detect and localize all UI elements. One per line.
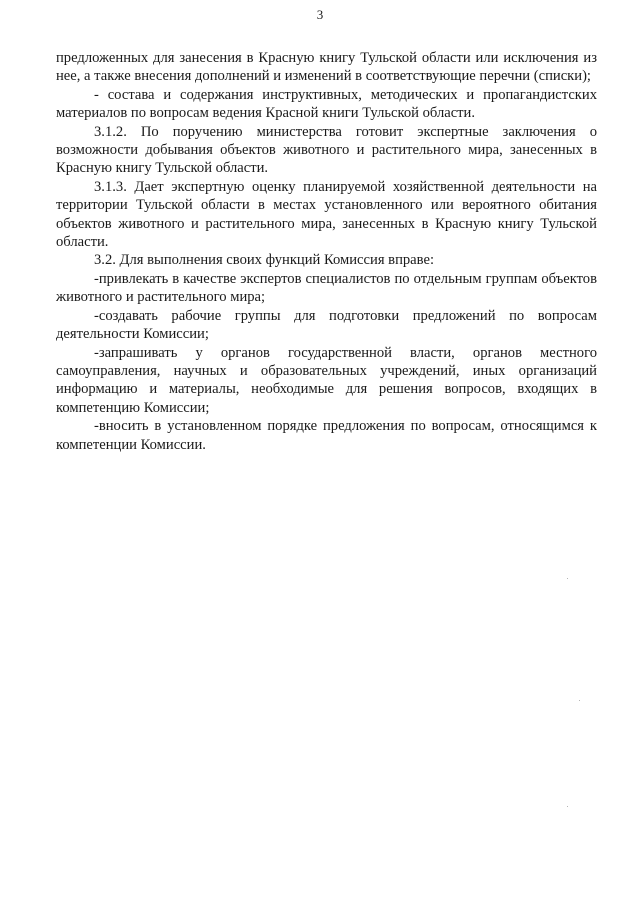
scan-speck bbox=[567, 806, 568, 807]
paragraph-3-1-2: 3.1.2. По поручению министерства готовит экспертные заключения о возможности добывания объектов животного и растительного мира, занесенных в Красную книгу Тульской области. bbox=[56, 123, 597, 177]
paragraph-continuation: предложенных для занесения в Красную книгу Тульской области или исключения из нее, а также внесения дополнений и изменений в соответствующие перечни (списки); bbox=[56, 50, 597, 85]
scan-speck bbox=[579, 700, 580, 701]
paragraph-3-2: 3.2. Для выполнения своих функций Комиссия вправе: bbox=[94, 252, 434, 269]
paragraph-working-groups: -создавать рабочие группы для подготовки предложений по вопросам деятельности Комиссии; bbox=[56, 307, 597, 343]
scan-speck bbox=[567, 578, 568, 579]
paragraph-materials: - состава и содержания инструктивных, методических и пропагандистских материалов по вопросам ведения Красной книги Тульской области. bbox=[56, 86, 597, 122]
paragraph-proposals: -вносить в установленном порядке предложения по вопросам, относящимся к компетенции Комиссии. bbox=[56, 418, 597, 453]
paragraph-experts: -привлекать в качестве экспертов специалистов по отдельным группам объектов животного и растительного мира; bbox=[56, 270, 597, 306]
paragraph-3-1-3: 3.1.3. Дает экспертную оценку планируемой хозяйственной деятельности на территории Тульской области в местах установленного или вероятного обитания объектов животного и растительного мира, занесенных в Красную книгу Тульской области. bbox=[56, 178, 597, 251]
document-body bbox=[56, 49, 597, 454]
paragraph-requests: -запрашивать у органов государственной власти, органов местного самоуправления, научных и образовательных учреждений, иных организаций информацию и материалы, необходимые для решения вопросов, входящих в компетенцию Комиссии; bbox=[56, 344, 597, 416]
page-number: 3 bbox=[316, 7, 324, 22]
